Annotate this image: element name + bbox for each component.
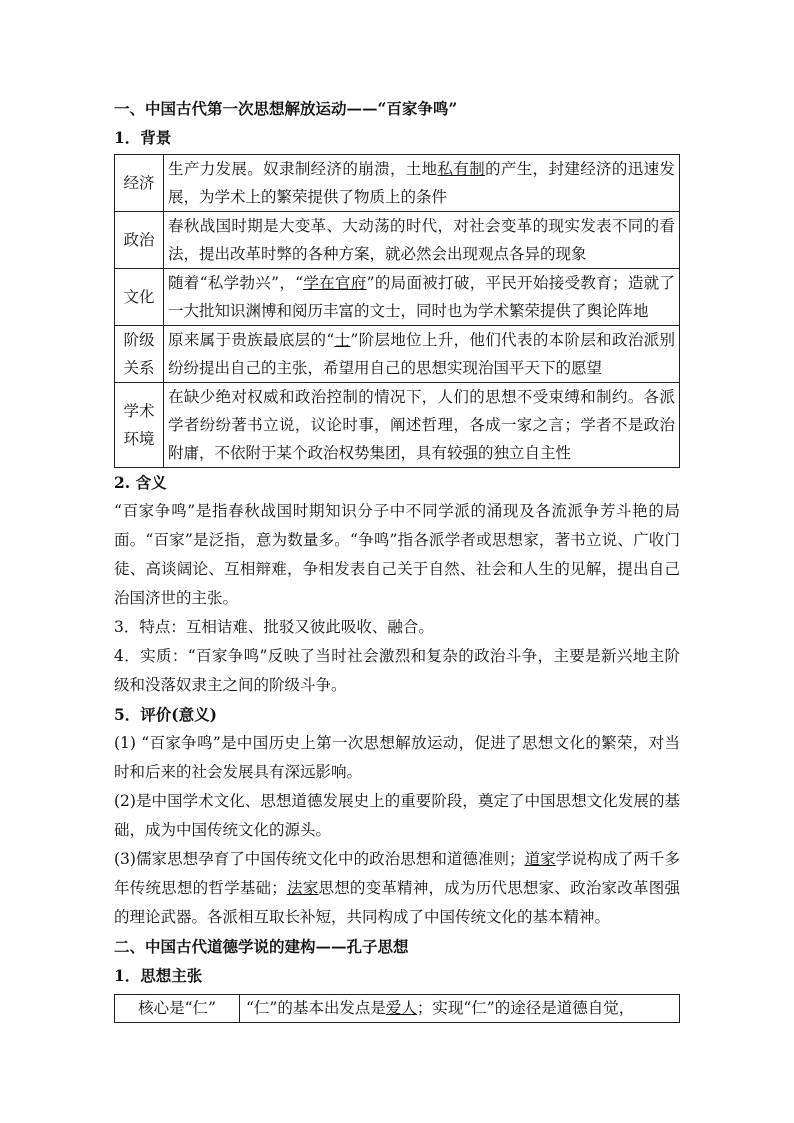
thought-value-post: ；实现“仁”的途径是道德自觉，	[416, 999, 635, 1017]
section2-heading: 1．思想主张	[114, 966, 203, 985]
meaning-text: “百家争鸣”是指春秋战国时期知识分子中不同学派的涌现及各流派争芳斗艳的局面。“百家”是泛指，意为数量多。“争鸣”指各派学者或思想家，著书立说、广收门徒、高谈阔论、互相辩难，争相发表自己关于自然、社会和人生的见解，提出自己治国济世的主张。	[114, 502, 680, 607]
evaluation-3	[114, 845, 680, 932]
section1-title: 一、中国古代第一次思想解放运动——“百家争鸣”	[114, 99, 458, 118]
table-row	[115, 155, 680, 212]
background-value-text: 原来属于贵族最底层的“	[168, 331, 335, 349]
evaluation-heading: 5．评价(意义)	[114, 705, 217, 724]
table-row	[115, 326, 680, 383]
background-value-text: 春秋战国时期是大变革、大动荡的时代，对社会变革的现实发表不同的看法，提出改革时弊的各种方案，就必然会出现观点各异的现象	[168, 217, 675, 263]
section2-title: 二、中国古代道德学说的建构——孔子思想	[114, 937, 409, 956]
background-value	[164, 212, 680, 269]
evaluation-2: (2)是中国学术文化、思想道德发展史上的重要阶段，奠定了中国思想文化发展的基础，成为中国传统文化的源头。	[114, 792, 680, 839]
background-value-text: 在缺少绝对权威和政治控制的情况下，人们的思想不受束缚和制约。各派学者纷纷著书立说，议论时事，阐述哲理，各成一家之言；学者不是政治附庸，不依附于某个政治权势集团，具有较强的独立自主性	[168, 388, 675, 462]
evaluation-3-fajia: 法家	[286, 879, 319, 897]
background-value	[164, 269, 680, 326]
thought-value-u: 爱人	[385, 999, 417, 1017]
background-key: 阶级关系	[115, 326, 164, 383]
thought-table	[114, 994, 680, 1023]
table-row	[115, 269, 680, 326]
evaluation-3-post: 思想的变革精神，成为历代思想家、政治家改革图强的理论武器。各派相互取长补短，共同构成了中国传统文化的基本精神。	[114, 879, 680, 926]
background-value-underlined: 士	[334, 331, 351, 349]
background-value	[164, 155, 680, 212]
evaluation-3-mid: 学说构成了两千多年传统思想的哲学基础；	[114, 850, 680, 897]
evaluation-3-pre: (3)儒家思想孕育了中国传统文化中的政治思想和道德准则；	[114, 850, 525, 868]
background-value-text-end: ”阶层地位上升，他们代表的本阶层和政治派别纷纷提出自己的主张，希望用自己的思想实现治国平天下的愿望	[168, 331, 675, 377]
meaning-heading: 2. 含义	[114, 473, 167, 492]
background-value-text: 随着“私学勃兴”，“	[168, 274, 304, 292]
thought-value-pre: “仁”的基本出发点是	[246, 999, 386, 1017]
essence-text: 4．实质：“百家争鸣”反映了当时社会激烈和复杂的政治斗争，主要是新兴地主阶级和没落奴隶主之间的阶级斗争。	[114, 647, 680, 694]
background-key: 经济	[115, 155, 164, 212]
background-key: 学术环境	[115, 383, 164, 468]
background-value-text-end: 的产生，封建经济的迅速发展，为学术上的繁荣提供了物质上的条件	[168, 160, 675, 206]
background-value	[164, 383, 680, 468]
evaluation-3-daojia: 道家	[524, 850, 556, 868]
background-value-text-end: ”的局面被打破，平民开始接受教育；造就了一大批知识渊博和阅历丰富的文士，同时也为学术繁荣提供了舆论阵地	[168, 274, 675, 320]
thought-key: 核心是“仁”	[115, 995, 240, 1023]
document-page	[114, 94, 680, 1023]
background-table	[114, 154, 680, 468]
background-key: 政治	[115, 212, 164, 269]
background-value	[164, 326, 680, 383]
background-value-underlined: 学在官府	[303, 274, 367, 292]
background-key: 文化	[115, 269, 164, 326]
evaluation-1: (1) “百家争鸣”是中国历史上第一次思想解放运动，促进了思想文化的繁荣，对当时和后来的社会发展具有深远影响。	[114, 734, 680, 781]
feature-text: 3．特点：互相诘难、批驳又彼此吸收、融合。	[114, 618, 434, 636]
table-row	[115, 212, 680, 269]
thought-value	[240, 995, 680, 1023]
table-row	[115, 383, 680, 468]
background-heading: 1．背景	[114, 128, 172, 147]
background-value-underlined: 私有制	[437, 160, 486, 178]
table-row	[115, 995, 680, 1023]
background-value-text: 生产力发展。奴隶制经济的崩溃，土地	[168, 160, 438, 178]
